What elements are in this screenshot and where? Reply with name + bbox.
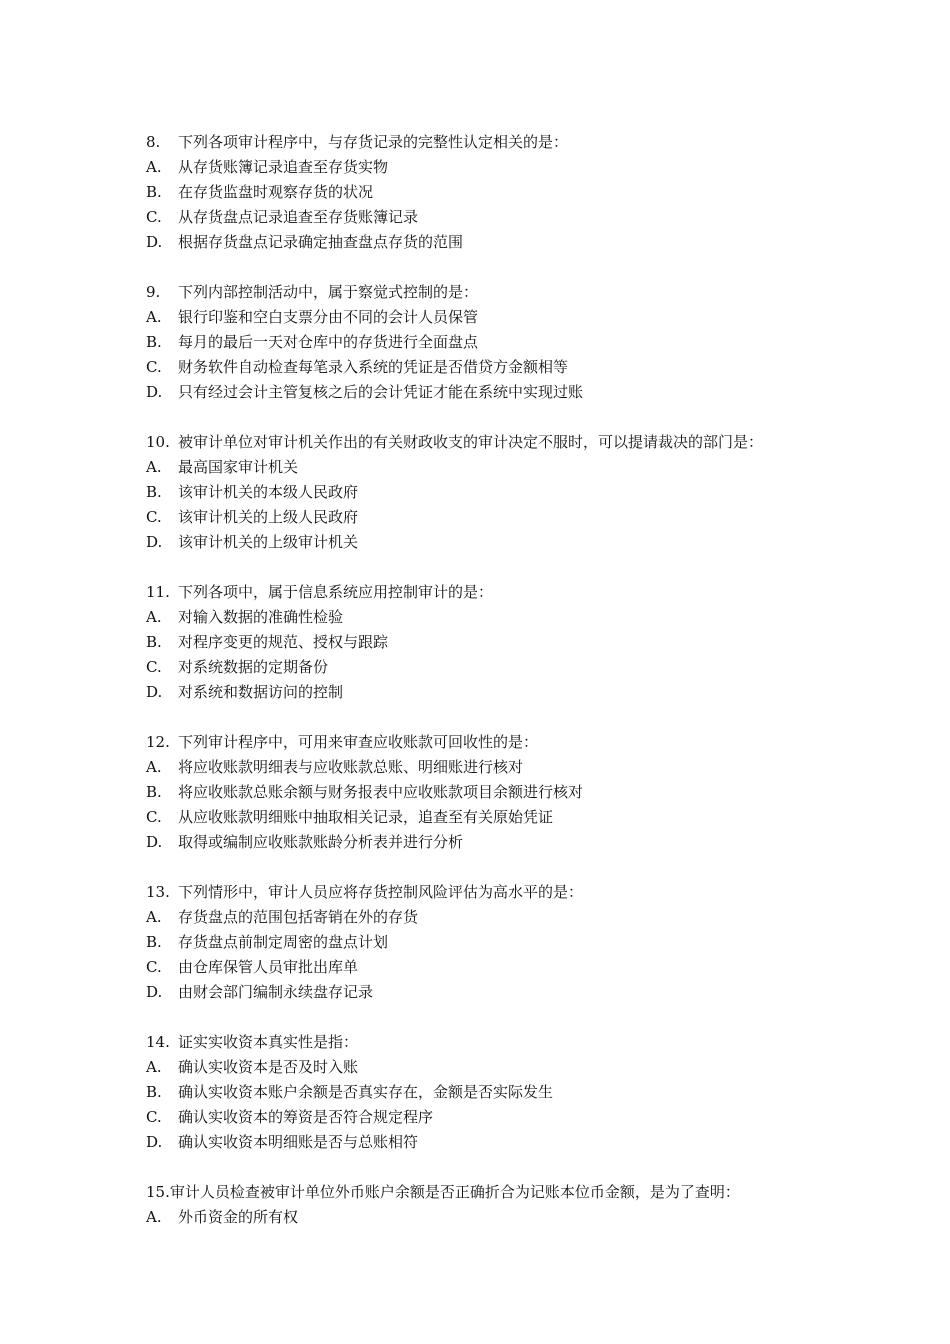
question-number: 12. bbox=[146, 733, 170, 751]
option-text: 由仓库保管人员审批出库单 bbox=[178, 958, 359, 976]
option-text: 由财会部门编制永续盘存记录 bbox=[178, 983, 374, 1001]
option-label: A. bbox=[146, 308, 162, 326]
option-label: D. bbox=[146, 1133, 163, 1151]
question-text: 下列内部控制活动中，属于察觉式控制的是： bbox=[178, 283, 479, 301]
option-label: B. bbox=[146, 1083, 162, 1101]
option-label: B. bbox=[146, 333, 162, 351]
option-label: C. bbox=[146, 808, 162, 826]
question-text: 下列各项审计程序中，与存货记录的完整性认定相关的是： bbox=[178, 133, 569, 151]
option-text: 确认实收资本账户余额是否真实存在，金额是否实际发生 bbox=[178, 1083, 554, 1101]
option-text: 只有经过会计主管复核之后的会计凭证才能在系统中实现过账 bbox=[178, 383, 584, 401]
option-b bbox=[146, 480, 846, 505]
option-text: 从应收账款明细账中抽取相关记录，追查至有关原始凭证 bbox=[178, 808, 554, 826]
option-b bbox=[146, 180, 846, 205]
option-label: D. bbox=[146, 233, 163, 251]
question-number: 9. bbox=[146, 283, 161, 301]
option-label: A. bbox=[146, 608, 162, 626]
option-text: 在存货监盘时观察存货的状况 bbox=[178, 183, 374, 201]
option-d bbox=[146, 380, 846, 405]
option-text: 将应收账款明细表与应收账款总账、明细账进行核对 bbox=[178, 758, 524, 776]
option-text: 从存货盘点记录追查至存货账簿记录 bbox=[178, 208, 419, 226]
option-text: 银行印鉴和空白支票分由不同的会计人员保管 bbox=[178, 308, 479, 326]
question-text: 审计人员检查被审计单位外币账户余额是否正确折合为记账本位币金额，是为了查明： bbox=[169, 1183, 740, 1201]
option-text: 该审计机关的上级审计机关 bbox=[178, 533, 359, 551]
question-text: 下列各项中，属于信息系统应用控制审计的是： bbox=[178, 583, 494, 601]
option-text: 对系统数据的定期备份 bbox=[178, 658, 329, 676]
question-stem bbox=[146, 430, 846, 455]
option-a bbox=[146, 905, 846, 930]
option-d bbox=[146, 830, 846, 855]
option-text: 外币资金的所有权 bbox=[178, 1208, 299, 1226]
option-text: 存货盘点前制定周密的盘点计划 bbox=[178, 933, 389, 951]
question-10 bbox=[146, 430, 846, 555]
option-b bbox=[146, 1080, 846, 1105]
option-label: A. bbox=[146, 908, 162, 926]
option-text: 该审计机关的本级人民政府 bbox=[178, 483, 359, 501]
option-label: D. bbox=[146, 383, 163, 401]
option-text: 确认实收资本是否及时入账 bbox=[178, 1058, 359, 1076]
option-text: 财务软件自动检查每笔录入系统的凭证是否借贷方金额相等 bbox=[178, 358, 569, 376]
question-text: 下列审计程序中，可用来审查应收账款可回收性的是： bbox=[178, 733, 539, 751]
option-b bbox=[146, 630, 846, 655]
option-c bbox=[146, 655, 846, 680]
option-c bbox=[146, 205, 846, 230]
question-stem bbox=[146, 580, 846, 605]
question-text: 下列情形中，审计人员应将存货控制风险评估为高水平的是： bbox=[178, 883, 584, 901]
option-label: C. bbox=[146, 1108, 162, 1126]
option-c bbox=[146, 955, 846, 980]
option-label: C. bbox=[146, 358, 162, 376]
question-stem bbox=[146, 880, 846, 905]
question-14 bbox=[146, 1030, 846, 1155]
question-13 bbox=[146, 880, 846, 1005]
option-label: D. bbox=[146, 683, 163, 701]
option-label: B. bbox=[146, 783, 162, 801]
option-d bbox=[146, 230, 846, 255]
question-number: 8. bbox=[146, 133, 161, 151]
question-stem bbox=[146, 280, 846, 305]
question-stem bbox=[146, 1030, 846, 1055]
option-text: 根据存货盘点记录确定抽查盘点存货的范围 bbox=[178, 233, 464, 251]
option-a bbox=[146, 155, 846, 180]
option-a bbox=[146, 1055, 846, 1080]
option-d bbox=[146, 530, 846, 555]
option-a bbox=[146, 455, 846, 480]
option-label: D. bbox=[146, 983, 163, 1001]
option-label: B. bbox=[146, 183, 162, 201]
option-text: 该审计机关的上级人民政府 bbox=[178, 508, 359, 526]
option-label: D. bbox=[146, 833, 163, 851]
question-text: 证实实收资本真实性是指： bbox=[178, 1033, 359, 1051]
option-text: 确认实收资本明细账是否与总账相符 bbox=[178, 1133, 419, 1151]
option-c bbox=[146, 355, 846, 380]
option-a bbox=[146, 305, 846, 330]
question-number: 13. bbox=[146, 883, 170, 901]
question-stem bbox=[146, 730, 846, 755]
question-12 bbox=[146, 730, 846, 855]
option-text: 确认实收资本的筹资是否符合规定程序 bbox=[178, 1108, 434, 1126]
question-number: 11. bbox=[146, 583, 170, 601]
question-number: 15. bbox=[146, 1183, 170, 1201]
option-b bbox=[146, 780, 846, 805]
option-c bbox=[146, 1105, 846, 1130]
question-11 bbox=[146, 580, 846, 705]
option-c bbox=[146, 805, 846, 830]
option-text: 对系统和数据访问的控制 bbox=[178, 683, 344, 701]
option-label: B. bbox=[146, 483, 162, 501]
option-text: 将应收账款总账余额与财务报表中应收账款项目余额进行核对 bbox=[178, 783, 584, 801]
question-15 bbox=[146, 1180, 846, 1230]
option-a bbox=[146, 755, 846, 780]
option-d bbox=[146, 980, 846, 1005]
option-d bbox=[146, 1130, 846, 1155]
option-label: A. bbox=[146, 1208, 162, 1226]
question-8 bbox=[146, 130, 846, 255]
option-label: C. bbox=[146, 658, 162, 676]
option-text: 对程序变更的规范、授权与跟踪 bbox=[178, 633, 389, 651]
option-label: B. bbox=[146, 933, 162, 951]
option-label: C. bbox=[146, 958, 162, 976]
option-text: 取得或编制应收账款账龄分析表并进行分析 bbox=[178, 833, 464, 851]
option-text: 每月的最后一天对仓库中的存货进行全面盘点 bbox=[178, 333, 479, 351]
option-text: 对输入数据的准确性检验 bbox=[178, 608, 344, 626]
question-number: 10. bbox=[146, 433, 170, 451]
option-label: A. bbox=[146, 1058, 162, 1076]
question-text: 被审计单位对审计机关作出的有关财政收支的审计决定不服时，可以提请裁决的部门是： bbox=[178, 433, 764, 451]
option-a bbox=[146, 605, 846, 630]
option-text: 最高国家审计机关 bbox=[178, 458, 299, 476]
question-list bbox=[146, 130, 846, 1255]
option-label: C. bbox=[146, 508, 162, 526]
option-text: 存货盘点的范围包括寄销在外的存货 bbox=[178, 908, 419, 926]
question-number: 14. bbox=[146, 1033, 170, 1051]
option-label: A. bbox=[146, 458, 162, 476]
question-stem bbox=[146, 130, 846, 155]
option-label: A. bbox=[146, 158, 162, 176]
option-text: 从存货账簿记录追查至存货实物 bbox=[178, 158, 389, 176]
option-label: A. bbox=[146, 758, 162, 776]
option-label: C. bbox=[146, 208, 162, 226]
option-b bbox=[146, 330, 846, 355]
option-label: B. bbox=[146, 633, 162, 651]
option-label: D. bbox=[146, 533, 163, 551]
question-9 bbox=[146, 280, 846, 405]
option-b bbox=[146, 930, 846, 955]
option-c bbox=[146, 505, 846, 530]
question-stem bbox=[146, 1180, 846, 1205]
option-a bbox=[146, 1205, 846, 1230]
option-d bbox=[146, 680, 846, 705]
